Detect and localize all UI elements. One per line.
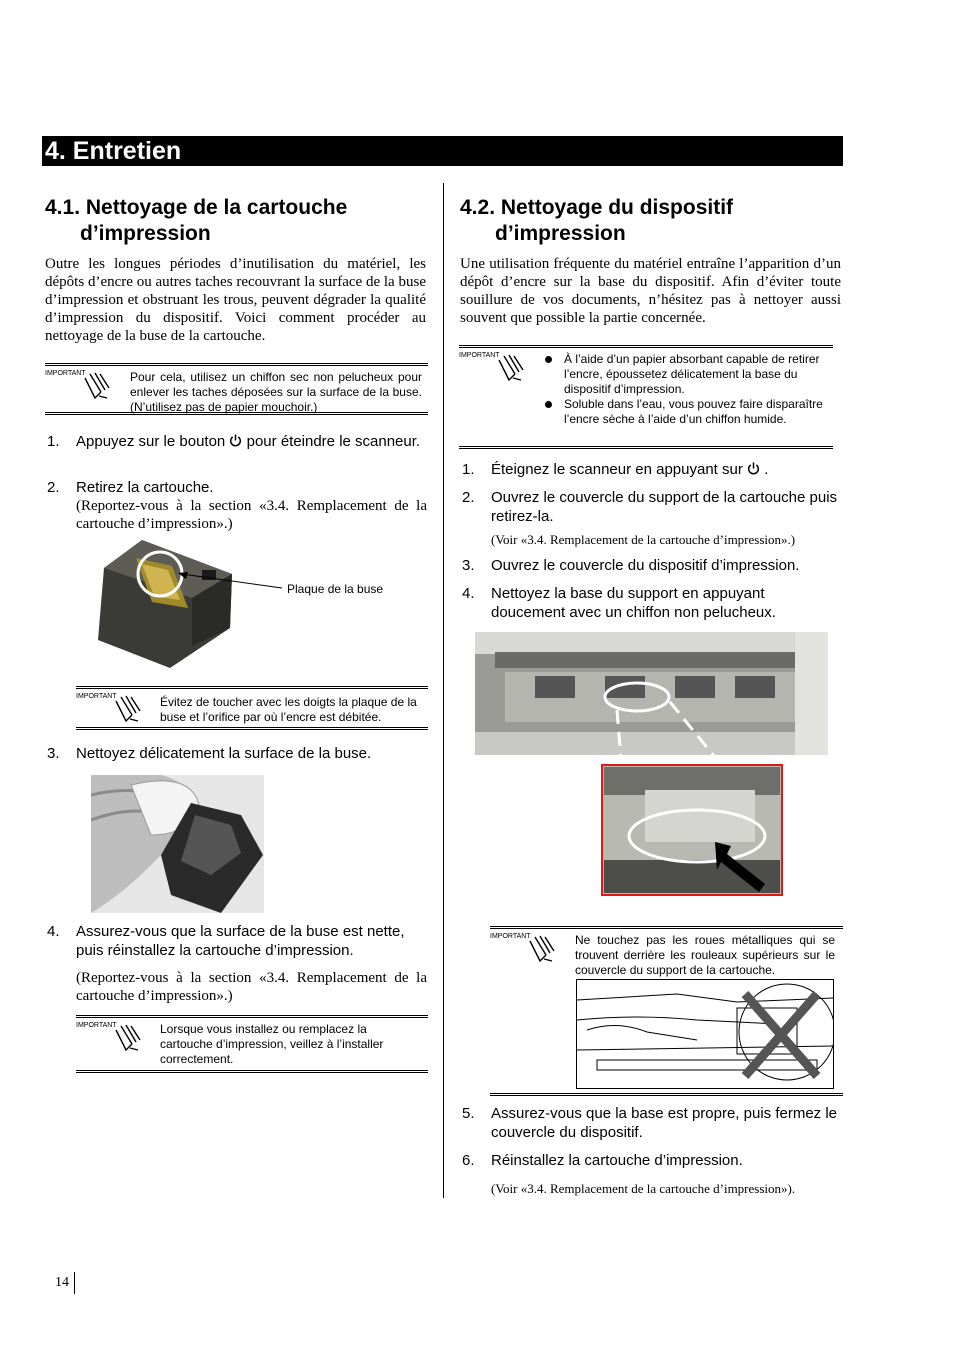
bullet-2 (545, 397, 827, 427)
step-number: 4. (47, 923, 60, 940)
important-note-3 (76, 1015, 428, 1073)
note-text: Pour cela, utilisez un chiffon sec non pelucheux pour enlever les taches déposées sur la surface de la buse. (N’utilisez pas de papier mouchoir.) (130, 370, 422, 414)
step-2 (462, 488, 842, 548)
important-label: IMPORTANT (459, 352, 500, 359)
callout-line (178, 568, 288, 592)
do-not-touch-illustration (576, 979, 834, 1089)
step-text: Ouvrez le couvercle du support de la cartouche puis retirez-la. (491, 489, 838, 525)
right-intro: Une utilisation fréquente du matériel entraîne l’apparition d’un dépôt d’encre sur la base du dispositif. Afin d’éviter toute souillure de vos documents, n’hésitez pas à nettoyer aussi souvent que possible la partie concernée. (460, 256, 841, 326)
step-6 (462, 1151, 843, 1197)
step-1 (47, 432, 427, 451)
step-1 (462, 460, 842, 479)
section-title-line2: d’impression (495, 222, 626, 245)
step-5 (462, 1104, 843, 1142)
nozzle-cleaning-photo (91, 775, 264, 913)
step-number: 1. (47, 433, 60, 450)
important-note-1 (45, 363, 428, 415)
step-text: Assurez-vous que la base est propre, puis fermez le couvercle du dispositif. (491, 1105, 838, 1141)
important-hand-icon (76, 691, 151, 725)
step-number: 1. (462, 461, 475, 478)
important-note-rollers (490, 926, 843, 1096)
step-number: 3. (462, 557, 475, 574)
step-4 (47, 922, 427, 1005)
step-text: Assurez-vous que la surface de la buse est nette, puis réinstallez la cartouche d’impression. (76, 923, 405, 959)
section-title-line1: 4.1. Nettoyage de la cartouche (45, 196, 348, 219)
important-note-bullets (459, 345, 833, 449)
print-device-photos (475, 632, 828, 896)
note-text: Évitez de toucher avec les doigts la plaque de la buse et l’orifice par où l’encre est débitée. (160, 695, 417, 724)
section-title-4-2 (460, 195, 845, 247)
step-3 (462, 556, 842, 575)
column-divider (443, 183, 444, 1198)
step-text-end: . (764, 461, 769, 478)
step-reference: (Reportez-vous à la section «3.4. Remplacement de la cartouche d’impression».) (76, 498, 427, 532)
step-number: 2. (47, 479, 60, 496)
note-text: Ne touchez pas les roues métalliques qui se trouvent derrière les rouleaux supérieurs sur le couvercle du support de la cartouche. (575, 933, 835, 977)
note-text: Lorsque vous installez ou remplacez la cartouche d’impression, veillez à l’installer correctement. (160, 1022, 384, 1066)
page-number (55, 1274, 69, 1292)
bullet-dot (545, 401, 552, 408)
bullet-dot (545, 356, 552, 363)
step-reference: (Voir «3.4. Remplacement de la cartouche d’impression»). (491, 1181, 796, 1196)
page-number-text: 14 (55, 1275, 69, 1290)
bullet-text: Soluble dans l’eau, vous pouvez faire disparaître l’encre sèche à l’aide d’un chiffon humide. (564, 397, 823, 426)
bullet-1 (545, 352, 827, 397)
step-text: Nettoyez délicatement la surface de la buse. (76, 745, 372, 762)
step-text: Appuyez sur le bouton (76, 433, 226, 450)
section-title-line1: 4.2. Nettoyage du dispositif (460, 196, 734, 219)
step-text-end: pour éteindre le scanneur. (246, 433, 421, 450)
step-4 (462, 584, 842, 622)
important-note-2 (76, 686, 428, 730)
important-label: IMPORTANT (490, 933, 531, 940)
step-number: 4. (462, 585, 475, 602)
callout-label: Plaque de la buse (287, 582, 384, 596)
section-title-line2: d’impression (80, 222, 211, 245)
step-number: 5. (462, 1105, 475, 1122)
important-label: IMPORTANT (45, 370, 86, 377)
step-2 (47, 478, 427, 533)
cartridge-photo (92, 536, 237, 672)
step-reference: (Voir «3.4. Remplacement de la cartouche d’impression».) (491, 532, 796, 547)
power-icon (229, 434, 242, 447)
important-hand-icon (490, 931, 565, 965)
power-icon (747, 462, 760, 475)
step-text: Ouvrez le couvercle du dispositif d’impression. (491, 557, 800, 574)
important-hand-icon (45, 368, 120, 402)
step-text: Retirez la cartouche. (76, 479, 214, 496)
step-text: Réinstallez la cartouche d’impression. (491, 1152, 743, 1169)
step-number: 6. (462, 1152, 475, 1169)
step-reference: (Reportez-vous à la section «3.4. Remplacement de la cartouche d’impression».) (76, 970, 427, 1004)
section-title-4-1 (45, 195, 435, 247)
important-hand-icon (76, 1020, 151, 1054)
step-number: 3. (47, 745, 60, 762)
page-number-rule (74, 1272, 75, 1294)
step-text: Éteignez le scanneur en appuyant sur (491, 461, 743, 478)
chapter-title: 4. Entretien (42, 136, 843, 166)
important-label: IMPORTANT (76, 693, 117, 700)
left-intro: Outre les longues périodes d’inutilisation du matériel, les dépôts d’encre ou autres taches recouvrant la surface de la buse d’impression et obstruant les trous, peuvent dégrader la qualité d’impression du dispositif. Voici comment procéder au nettoyage de la buse de la cartouche. (45, 256, 426, 344)
step-3 (47, 744, 427, 763)
important-label: IMPORTANT (76, 1022, 117, 1029)
important-hand-icon (459, 350, 534, 384)
step-number: 2. (462, 489, 475, 506)
bullet-text: À l’aide d’un papier absorbant capable de retirer l’encre, époussetez délicatement la base du dispositif d’impression. (564, 352, 820, 396)
step-text: Nettoyez la base du support en appuyant doucement avec un chiffon non pelucheux. (491, 585, 776, 621)
